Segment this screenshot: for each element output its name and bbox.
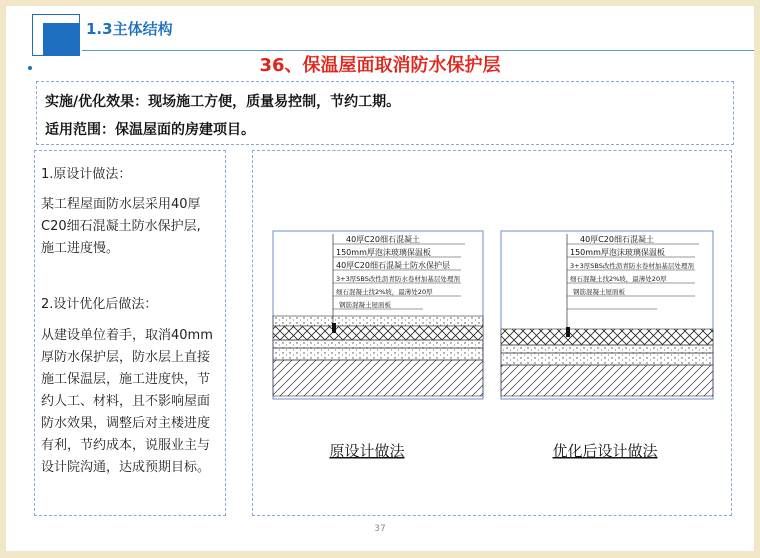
optimized-design-line: 防水效果，调整后对主楼进度 <box>41 416 211 431</box>
optimized-design-line: 从建设单位着手，取消40mm <box>41 328 213 343</box>
optimized-design-diagram <box>501 231 713 399</box>
page-number: 37 <box>374 524 386 534</box>
slide <box>6 6 754 551</box>
layer-label: 150mm厚泡沫玻璃保温板 <box>336 248 431 257</box>
optimized-design-line: 约人工、材料，且不影响屋面 <box>41 394 211 409</box>
layer-label: 150mm厚泡沫玻璃保温板 <box>570 248 665 257</box>
layer-label: 细石混凝土找2%坡，最薄处20厚 <box>570 275 667 283</box>
layer-label: 40厚C20细石混凝土 <box>580 235 654 244</box>
layer-label: 3+3厚SBS改性沥青防水卷材加基层处理剂 <box>336 275 460 283</box>
layer-label: 钢筋混凝土屋面板 <box>339 301 391 309</box>
summary-effect: 实施/优化效果：现场施工方便，质量易控制，节约工期。 <box>45 94 401 110</box>
original-design-line: 施工进度慢。 <box>41 241 120 256</box>
layer-label: 40厚C20细石混凝土 <box>346 235 420 244</box>
diagram-panel <box>252 150 732 516</box>
layer-label: 40厚C20细石混凝土防水保护层 <box>336 261 450 270</box>
layer-label: 细石混凝土找2%坡，最薄处20厚 <box>336 288 433 296</box>
original-design-diagram <box>273 231 483 399</box>
description-panel <box>34 150 226 516</box>
roof-section-diagrams <box>253 151 731 515</box>
original-design-line: C20细石混凝土防水保护层, <box>41 219 201 234</box>
optimized-design-line: 施工保温层，施工进度快，节 <box>41 372 211 387</box>
summary-box <box>36 81 734 145</box>
optimized-design-heading: 2.设计优化后做法： <box>41 297 158 312</box>
optimized-design-line: 厚防水保护层，防水层上直接 <box>41 350 211 365</box>
optimized-design-line: 设计院沟通，达成预期目标。 <box>41 460 211 475</box>
summary-scope: 适用范围：保温屋面的房建项目。 <box>45 122 255 138</box>
layer-label: 钢筋混凝土屋面板 <box>573 288 625 296</box>
original-design-caption: 原设计做法 <box>329 442 405 460</box>
optimized-design-caption: 优化后设计做法 <box>552 442 658 460</box>
page-title: 36、保温屋面取消防水保护层 <box>259 55 501 76</box>
optimized-design-line: 有利，节约成本，说服业主与 <box>41 438 211 453</box>
section-title: 1.3主体结构 <box>86 20 173 38</box>
original-design-line: 某工程屋面防水层采用40厚 <box>41 197 201 212</box>
layer-label: 3+3厚SBS改性沥青防水卷材加基层处理剂 <box>570 262 694 270</box>
original-design-heading: 1.原设计做法： <box>41 167 132 182</box>
